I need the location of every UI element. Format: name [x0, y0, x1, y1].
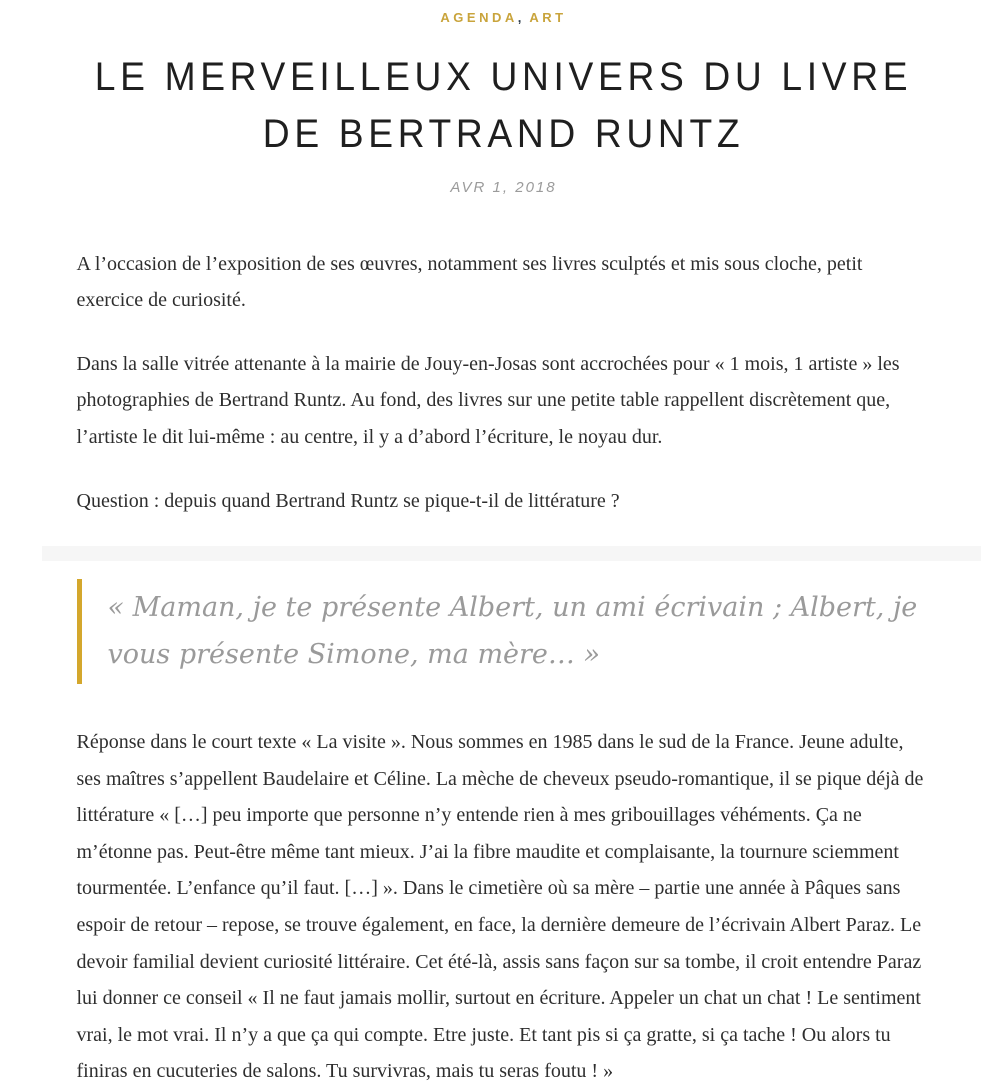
pull-quote-text: « Maman, je te présente Albert, un ami écrivain ; Albert, je vous présente Simone, ma mère… » [107, 592, 918, 670]
paragraph-question: Question : depuis quand Bertrand Runtz se pique-t-il de littérature ? [76, 489, 620, 512]
page-title-line2: DE BERTRAND RUNTZ [262, 111, 745, 156]
category-link-art[interactable]: ART [529, 10, 567, 25]
post-date: AVR 1, 2018 [450, 178, 557, 196]
page-title [35, 49, 972, 163]
quote-section-top-band [42, 546, 981, 561]
paragraph-intro: A l’occasion de l’exposition de ses œuvres, notamment ses livres sculptés et mis sous cloche, petit exercice de curiosité. [76, 252, 863, 312]
paragraph-context: Dans la salle vitrée attenante à la mairie de Jouy-en-Josas sont accrochées pour « 1 mois, 1 artiste » les photographies de Bertrand Runtz. Au fond, des livres sur une petite table rappellent discrètement que, l’artiste le dit lui-même : au centre, il y a d’abord l’écriture, le noyau dur. [76, 352, 900, 448]
paragraph-reponse: Réponse dans le court texte « La visite ». Nous sommes en 1985 dans le sud de la France. Jeune adulte, ses maîtres s’appellent Baudelaire et Céline. La mèche de cheveux pseudo-romantique, il se pique déjà de littérature « […] peu importe que personne n’y entende rien à mes gribouillages véhéments. Ça ne m’étonne pas. Peut-être même tant mieux. J’ai la fibre maudite et complaisante, la tournure sciemment tourmentée. L’enfance qu’il faut. […] ». Dans le cimetière où sa mère – partie une année à Pâques sans espoir de retour – repose, se trouve également, en face, la dernière demeure de l’écrivain Albert Paraz. Le devoir familial devient curiosité littéraire. Cet été-là, assis sans façon sur sa tombe, il croit entendre Paraz lui donner ce conseil « Il ne faut jamais mollir, surtout en écriture. Appeler un chat un chat ! Le sentiment vrai, le mot vrai. Il n’y a que ça qui compte. Etre juste. Et tant pis si ça gratte, si ça tache ! Ou alors tu finiras en cucuteries de salons. Tu survivras, mais tu seras foutu ! » [76, 731, 924, 1083]
category-link-agenda[interactable]: AGENDA [440, 10, 518, 25]
page-title-line1: LE MERVEILLEUX UNIVERS DU LIVRE [94, 55, 913, 99]
pull-quote [77, 579, 931, 684]
category-nav [0, 0, 1007, 25]
article-body [77, 246, 931, 1090]
category-separator: , [517, 10, 522, 25]
